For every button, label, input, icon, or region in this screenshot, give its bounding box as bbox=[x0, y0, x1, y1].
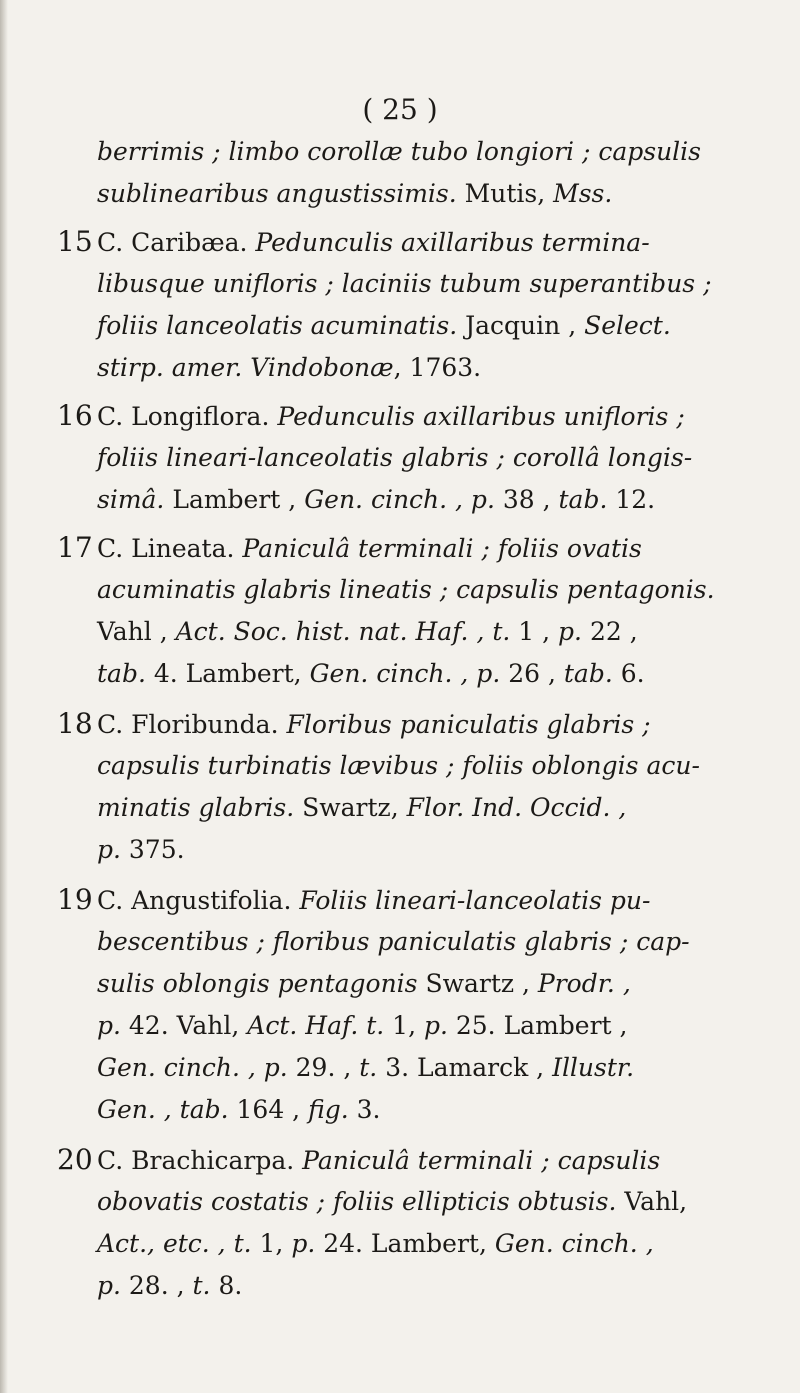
author: 25. Lambert , bbox=[447, 1011, 628, 1040]
intro-line-2 bbox=[97, 178, 612, 210]
plate-ref: 6. bbox=[612, 659, 645, 688]
author: Swartz , bbox=[417, 969, 538, 998]
reference: Gen. cinch. , p. bbox=[304, 485, 495, 514]
plate-ref: 1, bbox=[251, 1229, 292, 1258]
entry-number: 16 bbox=[57, 399, 93, 432]
species-name: C. Longiflora. bbox=[97, 402, 270, 431]
entry-15-line-2: libusque unifloris ; laciniis tubum superantibus ; bbox=[97, 269, 712, 298]
reference: tab. bbox=[97, 659, 146, 688]
entry-20-line-1 bbox=[57, 1144, 660, 1177]
reference: Gen. cinch. , p. bbox=[97, 1053, 288, 1082]
reference: t. bbox=[192, 1271, 211, 1300]
plate-ref: 1 , bbox=[510, 617, 559, 646]
page-ref: 38 , bbox=[494, 485, 559, 514]
author: 24. Lambert, bbox=[315, 1229, 495, 1258]
entry-17-line-3 bbox=[97, 616, 638, 648]
species-name: C. Lineata. bbox=[97, 534, 235, 563]
entry-20-line-3 bbox=[97, 1228, 654, 1260]
description: simâ. bbox=[97, 485, 165, 514]
reference: t. bbox=[359, 1053, 378, 1082]
entry-16-line-3 bbox=[97, 484, 655, 516]
reference: Prodr. , bbox=[537, 969, 631, 998]
entry-19-line-2: bescentibus ; floribus paniculatis glabris ; cap- bbox=[97, 927, 690, 956]
entry-15-line-3 bbox=[97, 310, 671, 342]
description: Paniculâ terminali ; capsulis bbox=[302, 1146, 661, 1175]
species-name: C. Brachicarpa. bbox=[97, 1146, 295, 1175]
description: Paniculâ terminali ; foliis ovatis bbox=[242, 534, 642, 563]
entry-19-line-4 bbox=[97, 1010, 627, 1042]
author: Swartz, bbox=[294, 793, 407, 822]
page-edge-shadow bbox=[0, 0, 8, 1393]
reference: p. bbox=[558, 617, 582, 646]
reference: p. bbox=[97, 1011, 121, 1040]
reference: p. bbox=[423, 1011, 448, 1040]
page-ref: 29. , bbox=[287, 1053, 360, 1082]
figure-ref: 3. bbox=[348, 1095, 381, 1124]
reference: Gen. cinch. , p. bbox=[309, 659, 501, 688]
description: foliis lanceolatis acuminatis. bbox=[97, 311, 458, 340]
description: minatis glabris. bbox=[97, 793, 295, 822]
entry-15-line-1 bbox=[57, 226, 650, 259]
page-ref: 28. , bbox=[120, 1271, 193, 1300]
plate-ref: 8. bbox=[210, 1271, 243, 1300]
entry-19-line-3 bbox=[97, 968, 631, 1000]
entry-19-line-6 bbox=[97, 1094, 381, 1126]
reference: tab. bbox=[563, 659, 613, 688]
author: 42. Vahl, bbox=[120, 1011, 248, 1040]
reference: stirp. amer. Vindobonæ bbox=[97, 353, 394, 382]
species-name: C. Angustifolia. bbox=[97, 886, 292, 915]
reference: Flor. Ind. Occid. , bbox=[406, 793, 627, 822]
entry-15-line-4 bbox=[97, 352, 481, 384]
entry-18-line-3 bbox=[97, 792, 626, 824]
description: Pedunculis axillaribus unifloris ; bbox=[277, 402, 685, 431]
reference: fig. bbox=[308, 1095, 349, 1124]
entry-17-line-1 bbox=[57, 532, 642, 565]
author: 4. Lambert, bbox=[145, 659, 310, 688]
entry-19-line-5 bbox=[97, 1052, 634, 1084]
plate-ref: 1, bbox=[384, 1011, 424, 1040]
entry-17-line-4 bbox=[97, 658, 645, 690]
entry-20-line-2 bbox=[97, 1186, 687, 1218]
description: sulis oblongis pentagonis bbox=[97, 969, 418, 998]
entry-number: 19 bbox=[57, 883, 93, 916]
description: Foliis lineari-lanceolatis pu- bbox=[299, 886, 651, 915]
description: Floribus paniculatis glabris ; bbox=[286, 710, 651, 739]
entry-16-line-1 bbox=[57, 400, 685, 433]
year: , 1763. bbox=[393, 353, 482, 382]
page-ref: 22 , bbox=[582, 617, 638, 646]
intro-source: Mss. bbox=[553, 179, 613, 208]
description: Pedunculis axillaribus termina- bbox=[255, 228, 650, 257]
reference: Select. bbox=[584, 311, 671, 340]
reference: p. bbox=[97, 1271, 121, 1300]
entry-number: 18 bbox=[57, 707, 93, 740]
entry-number: 17 bbox=[57, 531, 93, 564]
intro-author: Mutis, bbox=[456, 179, 554, 208]
reference: p. bbox=[291, 1229, 316, 1258]
author: Lambert , bbox=[164, 485, 305, 514]
species-name: C. Floribunda. bbox=[97, 710, 279, 739]
reference: Gen. , tab. bbox=[97, 1095, 229, 1124]
reference: p. bbox=[97, 835, 121, 864]
author: Jacquin , bbox=[457, 311, 585, 340]
entry-18-line-2: capsulis turbinatis lævibus ; foliis oblongis acu- bbox=[97, 751, 700, 780]
entry-16-line-2: foliis lineari-lanceolatis glabris ; corollâ longis- bbox=[97, 443, 693, 472]
reference: Act. Haf. t. bbox=[247, 1011, 385, 1040]
intro-text: sublinearibus angustissimis. bbox=[97, 179, 457, 208]
plate-ref: 12. bbox=[607, 485, 656, 514]
page-ref: 375. bbox=[120, 835, 185, 864]
entry-number: 15 bbox=[57, 225, 93, 258]
entry-20-line-4 bbox=[97, 1270, 242, 1302]
plate-ref: 164 , bbox=[228, 1095, 309, 1124]
species-name: C. Caribæa. bbox=[97, 228, 248, 257]
entry-19-line-1 bbox=[57, 884, 650, 917]
reference: Act., etc. , t. bbox=[97, 1229, 252, 1258]
entry-18-line-1 bbox=[57, 708, 651, 741]
reference: Act. Soc. hist. nat. Haf. , t. bbox=[175, 617, 511, 646]
reference: Gen. cinch. , bbox=[494, 1229, 654, 1258]
reference: Illustr. bbox=[552, 1053, 635, 1082]
entry-18-line-4 bbox=[97, 834, 185, 866]
reference: tab. bbox=[558, 485, 608, 514]
author: 3. Lamarck , bbox=[377, 1053, 553, 1082]
entry-17-line-2: acuminatis glabris lineatis ; capsulis pentagonis. bbox=[97, 575, 715, 604]
intro-line-1: berrimis ; limbo corollæ tubo longiori ; capsulis bbox=[97, 137, 702, 166]
entry-number: 20 bbox=[57, 1143, 93, 1176]
author: Vahl , bbox=[97, 617, 176, 646]
page-number: ( 25 ) bbox=[362, 93, 438, 126]
author: Vahl, bbox=[616, 1187, 688, 1216]
description: obovatis costatis ; foliis ellipticis obtusis. bbox=[97, 1187, 617, 1216]
page-ref: 26 , bbox=[500, 659, 564, 688]
